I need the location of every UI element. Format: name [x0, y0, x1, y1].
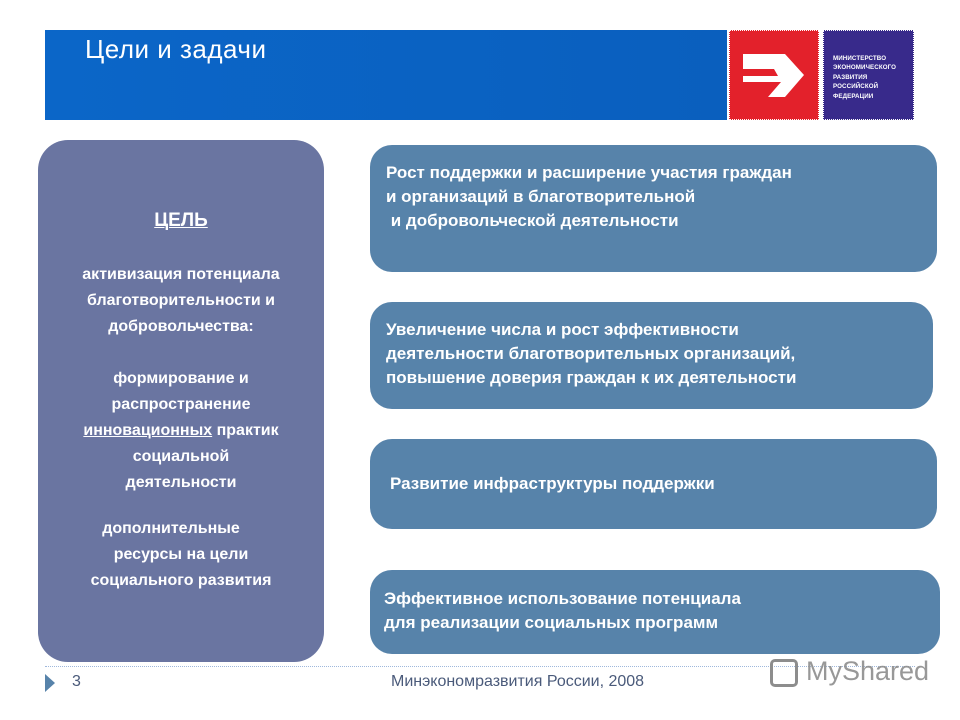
goal-underlined-word: инновационных [83, 422, 213, 439]
goal-line: ресурсы на цели [113, 546, 249, 563]
task-box-1 [370, 145, 937, 272]
goal-line: социального развития [90, 572, 272, 589]
page-title: Цели и задачи [85, 34, 267, 64]
watermark-logo-icon [770, 659, 798, 687]
goal-line-rest: практик [212, 422, 279, 439]
ministry-name-text: МИНИСТЕРСТВО ЭКОНОМИЧЕСКОГО РАЗВИТИЯ РОССИЙСКОЙ ФЕДЕРАЦИИ [833, 55, 897, 100]
goal-line: дополнительные [102, 520, 240, 537]
page-number: 3 [72, 673, 81, 690]
task-line: Рост поддержки и расширение участия граждан [386, 163, 792, 182]
ministry-arrow-logo [729, 30, 819, 120]
task-line: деятельности благотворительных организаций, [386, 344, 796, 363]
task-line: и организаций в благотворительной [386, 187, 696, 206]
goal-line: социальной [132, 448, 230, 465]
task-box-2 [370, 302, 933, 409]
task-line: и добровольческой деятельности [386, 211, 679, 230]
watermark: MyShared [806, 656, 930, 686]
goal-line: распространение [111, 396, 251, 413]
task-line: Эффективное использование потенциала [384, 589, 741, 608]
footer-triangle-icon [45, 674, 55, 692]
task-box-4 [370, 570, 940, 654]
goal-line: активизация потенциала [82, 266, 280, 283]
goal-line [38, 418, 324, 444]
task-line: для реализации социальных программ [384, 613, 719, 632]
goal-panel [38, 140, 324, 662]
task-line: Увеличение числа и рост эффективности [386, 320, 739, 339]
goal-line: добровольчества: [108, 318, 254, 335]
goal-line: формирование и [113, 370, 249, 387]
goal-line: благотворительности и [86, 292, 276, 309]
ministry-name-logo [823, 30, 914, 120]
task-line: Развитие инфраструктуры поддержки [390, 474, 715, 493]
goal-line: деятельности [125, 474, 237, 491]
goal-heading: ЦЕЛЬ [154, 210, 208, 231]
arrow-logo-icon [730, 31, 818, 119]
footer-source: Минэкономразвития России, 2008 [391, 673, 645, 690]
task-box-3 [370, 439, 937, 529]
task-line: повышение доверия граждан к их деятельности [386, 368, 797, 387]
